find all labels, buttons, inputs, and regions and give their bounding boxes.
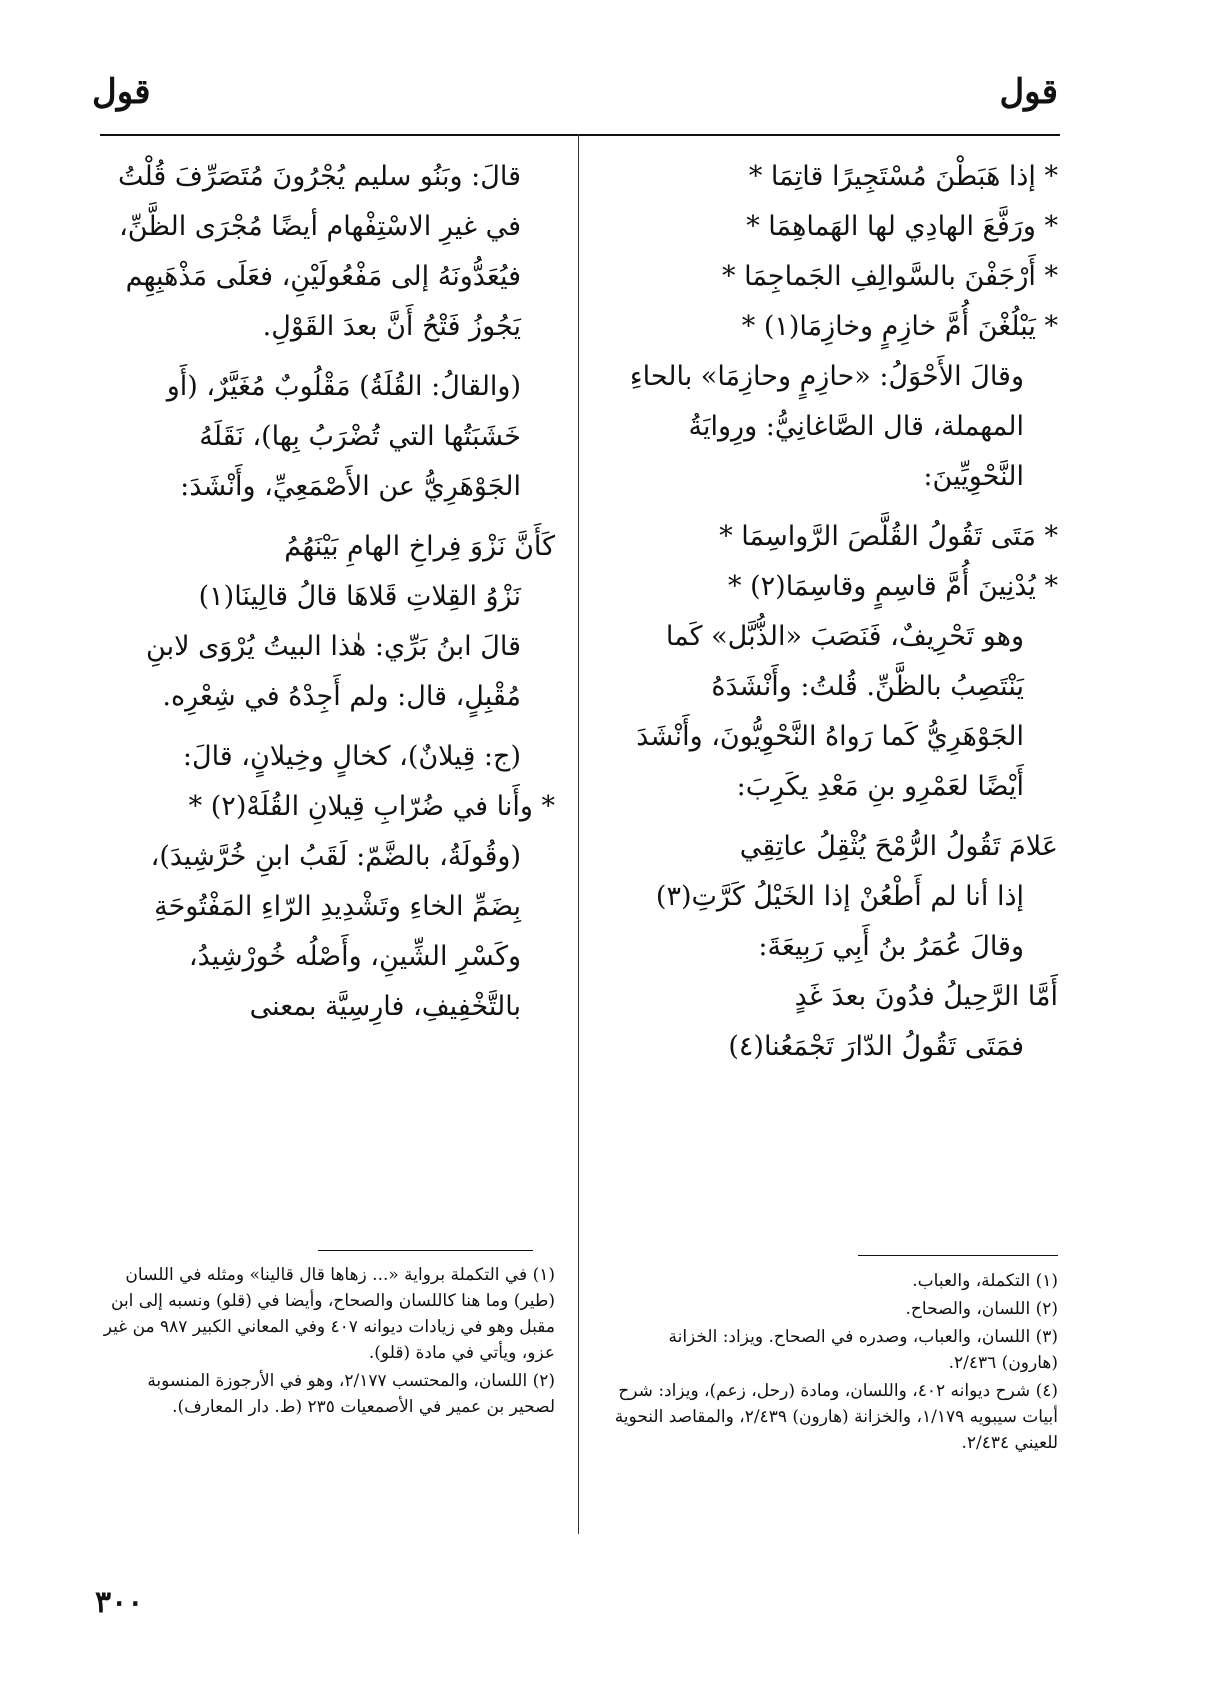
- footnote: (٢) اللسان، والصحاح.: [905, 1299, 1058, 1319]
- footnote: (٣) اللسان، والعباب، وصدره في الصحاح. ويزاد: الخزانة (هارون) ٢/٤٣٦.: [668, 1327, 1058, 1373]
- verse-line: * مَتَى تَقُولُ القُلَّصَ الرَّواسِمَا *: [719, 521, 1058, 552]
- footnote: (١) في التكملة برواية «... زهاها قال قالينا» ومثله في اللسان (طير) وما هنا كاللسان والصحاح، وأيضا في (قلو) ونسبه إلى ابن مقبل وهو في زيادات ديوانه ٤٠٧ وفي المعاني الكبير ٩٨٧ من غير عزو، ويأتي في مادة (قلو).: [103, 1265, 555, 1363]
- paragraph: (والقالُ: القُلَةُ) مَقْلُوبٌ مُغَيَّرٌ، (أَو خَشَبَتُها التي تُضْرَبُ بِها)، نَقَلَهُ الجَوْهَرِيُّ عن الأَصْمَعِيِّ، وأَنْشَدَ:: [166, 371, 521, 502]
- footnote-rule-left: [318, 1250, 533, 1251]
- footnote-rule-right: [858, 1255, 1058, 1256]
- paragraph: وقالَ عُمَرُ بنُ أَبِي رَبِيعَةَ:: [758, 931, 1024, 962]
- right-column: [608, 152, 1058, 1072]
- footnotes-right: [608, 1268, 1058, 1458]
- verse-line: * يَبْلُغْنَ أُمَّ خازِمٍ وخازِمَا(١) *: [741, 311, 1058, 342]
- footnote: (١) التكملة، والعباب.: [912, 1271, 1058, 1291]
- verse-line: أَمَّا الرَّحِيلُ فدُونَ بعدَ غَدٍ: [794, 981, 1058, 1012]
- page-number: ٣٠٠: [95, 1585, 144, 1620]
- verse-line: نَزْوُ القِلاتِ قَلاهَا قالُ قالِينَا(١): [198, 581, 521, 612]
- verse-line: كَأَنَّ نَزْوَ فِراخِ الهامِ بَيْنَهُمُ: [284, 531, 555, 562]
- paragraph: (وقُولَةُ، بالضَّمّ: لَقَبُ ابنِ خُرَّشِيدَ)، بِضَمِّ الخاءِ وتَشْدِيدِ الرّاءِ المَفْتُوحَةِ وكَسْرِ الشِّينِ، وأَصْلُه خُورْشِيدُ، بالتَّخْفِيفِ، فارِسِيَّة بمعنى: [150, 841, 521, 1022]
- verse-line: عَلامَ تَقُولُ الرُّمْحَ يُثْقِلُ عاتِقِي: [739, 831, 1058, 862]
- paragraph: (ج: قِيلانٌ)، كخالٍ وخِيلانٍ، قالَ:: [182, 741, 521, 772]
- left-column: [100, 152, 555, 1042]
- verse-line: * وأَنا في ضُرّابِ قِيلانِ القُلَهْ(٢) *: [188, 791, 555, 822]
- verse-line: * إذا هَبَطْنَ مُسْتَجِيرًا قاتِمَا *: [748, 161, 1058, 192]
- paragraph: وقالَ الأَحْوَلُ: «حازِمٍ وحازِمَا» بالحاءِ المهملة، قال الصَّاغانِيُّ: ورِوايَةُ النَّحْوِيِّينَ:: [629, 361, 1024, 492]
- header-rule: [100, 134, 1060, 136]
- paragraph: قالَ: وبَنُو سليم يُجْرُونَ مُتَصَرِّفَ قُلْتُ في غيرِ الاسْتِفْهام أيضًا مُجْرَى الظَّنِّ، فيُعَدُّونَهُ إلى مَفْعُولَيْنِ، فعَلَى مَذْهَبِهِم يَجُوزُ فَتْحُ أَنَّ بعدَ القَوْلِ.: [117, 161, 521, 342]
- verse-line: إذا أنا لم أَطْعُنْ إذا الخَيْلُ كَرَّتِ(٣): [655, 881, 1024, 912]
- paragraph: وهو تَحْرِيفٌ، فَنَصَبَ «الذُّبَّل» كَما يَنْتَصِبُ بالظَّنِّ. قُلتُ: وأَنْشَدَهُ الجَوْهَرِيُّ كَما رَواهُ النَّحْوِيُّونَ، وأَنْشَدَ أَيْضًا لعَمْرِو بنِ مَعْدِ يكَرِبَ:: [636, 621, 1024, 802]
- running-header-left: قول: [92, 72, 151, 112]
- footnote: (٢) اللسان، والمحتسب ٢/١٧٧، وهو في الأرجوزة المنسوبة لصحير بن عمير في الأصمعيات ٢٣٥ (ط. دار المعارف).: [147, 1371, 555, 1417]
- footnotes-left: [100, 1262, 555, 1422]
- running-header-right: قول: [999, 72, 1058, 112]
- paragraph: قالَ ابنُ بَرِّي: هٰذا البيتُ يُرْوَى لابنِ مُقْبِلٍ، قال: ولم أَجِدْهُ في شِعْرِه.: [146, 631, 521, 712]
- verse-line: * ورَفَّعَ الهادِي لها الهَماهِمَا *: [746, 211, 1058, 242]
- verse-line: فمَتَى تَقُولُ الدّارَ تَجْمَعُنا(٤): [728, 1031, 1024, 1062]
- verse-line: * أَرْجَفْنَ بالسَّوالِفِ الجَماجِمَا *: [722, 261, 1058, 292]
- column-divider: [578, 134, 579, 1534]
- footnote: (٤) شرح ديوانه ٤٠٢، واللسان، ومادة (رحل، زعم)، ويزاد: شرح أبيات سيبويه ١/١٧٩، والخزانة (هارون) ٢/٤٣٩، والمقاصد النحوية للعيني ٢/٤٣٤.: [614, 1381, 1058, 1453]
- verse-line: * يُدْنِينَ أُمَّ قاسِمٍ وقاسِمَا(٢) *: [728, 571, 1058, 602]
